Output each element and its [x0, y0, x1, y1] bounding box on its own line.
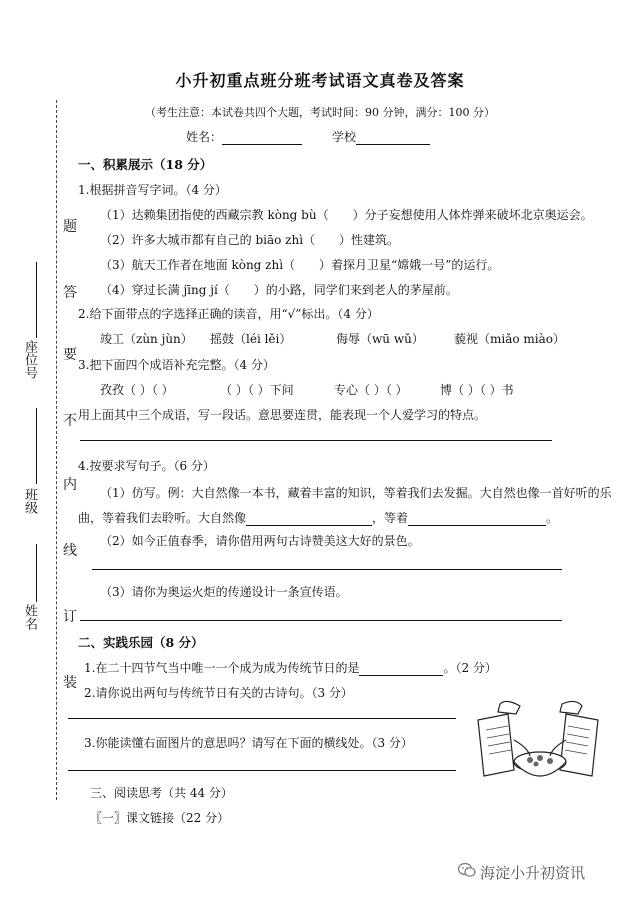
q4-item2-answer-line[interactable] [92, 569, 562, 570]
q2-item-2: 摇鼓（léi lěi） [210, 332, 292, 346]
q3-idiom-2: （ ）（ ）下问 [220, 383, 294, 397]
name-field[interactable] [186, 128, 302, 145]
q1-item-2: （2）许多大城市都有自己的 biāo zhì（ ）性建筑。 [100, 233, 400, 247]
seat-number-label: 座位号 [22, 340, 37, 379]
s2-q2: 2.请你说出两句与传统节日有关的古诗句。（3 分） [84, 686, 353, 700]
q1-stem: 1.根据拼音写字词。（4 分） [78, 183, 227, 197]
school-blank[interactable] [356, 132, 430, 145]
s2-q1-text-b: 。（2 分） [443, 661, 497, 675]
binding-char: 订 [63, 606, 77, 626]
section1-title: 一、积累展示（18 分） [78, 157, 213, 172]
binding-char: 答 [63, 282, 77, 302]
section3-sub: 〖一〗课文链接（22 分） [90, 811, 230, 825]
wechat-icon [458, 862, 476, 878]
binding-dashed-line [56, 100, 57, 800]
q3-idiom-1: 孜孜（ ）（ ） [100, 383, 174, 397]
section2-title: 二、实践乐园（8 分） [78, 635, 204, 650]
q1-item-3: （3）航天工作者在地面 kòng zhì（ ）着探月卫星“嫦娥一号”的运行。 [100, 258, 500, 272]
s2-q3: 3.你能读懂右面图片的意思吗？请写在下面的横线处。（3 分） [84, 736, 413, 750]
q4-item1-text-a: 曲，等着我们去聆听。大自然像 [78, 511, 247, 525]
s2-q1 [84, 659, 497, 676]
s2-q3-answer-line[interactable] [68, 770, 456, 771]
class-label: 班级 [22, 488, 37, 514]
binding-char: 题 [63, 216, 77, 236]
s2-q2-answer-line[interactable] [68, 718, 456, 719]
q3-idiom-3: 专心（ ）（ ） [334, 383, 408, 397]
watermark-text: 海淀小升初资讯 [480, 864, 586, 882]
student-name-label: 姓名 [22, 604, 37, 630]
binding-char: 不 [63, 410, 77, 430]
q3-idiom-4: 博（ ）（ ）书 [440, 383, 514, 397]
q4-item1-line2 [78, 509, 558, 526]
exam-title: 小升初重点班分班考试语文真卷及答案 [175, 71, 465, 90]
exam-note: （考生注意：本试卷共四个大题，考试时间：90 分钟，满分：100 分） [145, 106, 495, 119]
q2-item-3: 侮辱（wū wǔ） [336, 332, 424, 346]
name-blank[interactable] [222, 132, 302, 145]
student-name-blank [36, 544, 37, 602]
q2-item-4: 藐视（miǎo miào） [454, 332, 566, 346]
s2-q1-text-a: 1.在二十四节气当中唯一一个成为成为传统节日的是 [84, 661, 360, 675]
section3-title: 三、阅读思考（共 44 分） [90, 786, 233, 800]
binding-char: 线 [63, 540, 77, 560]
binding-char: 要 [63, 344, 77, 364]
q4-item2: （2）如今正值春季，请你借用两句古诗赞美这大好的景色。 [100, 534, 420, 548]
q4-item3: （3）请你为奥运火炬的传递设计一条宣传语。 [100, 585, 348, 599]
q3-task: 用上面其中三个成语，写一段话。意思要连贯，能表现一个人爱学习的特点。 [78, 408, 487, 422]
q1-item-1: （1）达赖集团指使的西藏宗教 kòng bù（ ）分子妄想使用人体炸弹来破坏北京奥运会。 [100, 208, 593, 222]
name-label: 姓名： [186, 130, 223, 144]
binding-char: 内 [63, 474, 77, 494]
q4-item1-blank-2[interactable] [408, 513, 546, 526]
q2-stem: 2.给下面带点的字选择正确的读音，用“√”标出。（4 分） [78, 307, 379, 321]
binding-char: 装 [63, 672, 77, 692]
q3-answer-line[interactable] [80, 440, 552, 441]
cartoon-image [470, 700, 610, 790]
s2-q1-blank[interactable] [359, 663, 443, 676]
q2-item-1: 竣工（zùn jùn） [100, 332, 193, 346]
q4-stem: 4.按要求写句子。（6 分） [78, 459, 215, 473]
q1-item-4: （4）穿过长满 jīng jí（ ）的小路，同学们来到老人的茅屋前。 [100, 283, 458, 297]
q4-item1-text-c: 。 [546, 511, 559, 525]
q4-item1-text-b: ，等着 [372, 511, 409, 525]
q4-item1-blank-1[interactable] [246, 513, 372, 526]
q4-item3-answer-line[interactable] [80, 620, 562, 621]
q4-item1-line1: （1）仿写。例：大自然像一本书，藏着丰富的知识，等着我们去发掘。大自然也像一首好听的乐 [100, 486, 612, 500]
class-blank [36, 408, 37, 484]
school-field[interactable] [332, 128, 430, 145]
seat-number-blank [36, 262, 37, 338]
q3-stem: 3.把下面四个成语补充完整。（4 分） [78, 358, 275, 372]
school-label: 学校 [332, 130, 357, 144]
